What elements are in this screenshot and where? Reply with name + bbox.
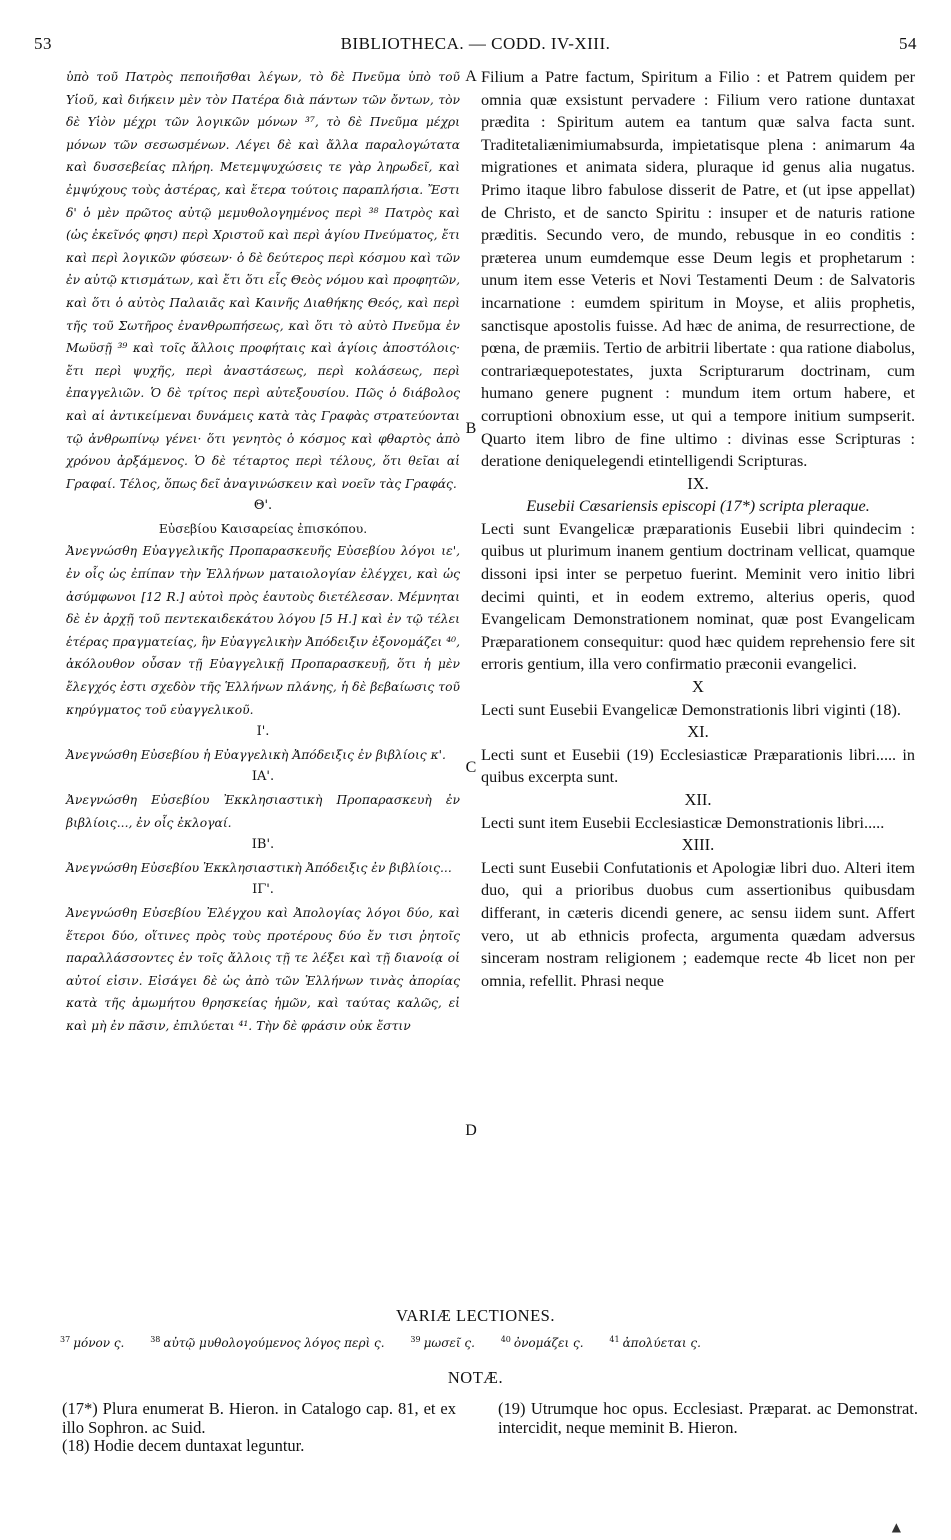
variant-reading: [150, 1335, 384, 1350]
greek-paragraph-9: Ἀνεγνώσθη Εὐαγγελικῆς Προπαρασκευῆς Εὐσεβίου λόγοι ιε', ἐν οἷς ὡς ἐπίπαν τὴν Ἑλλήνων ματαιολογίαν ἐλέγχει, καὶ ὡς ἀσύμφωνοι [12 R.] αὐτοὶ πρὸς ἑαυτοὺς διετέλεσαν. Μέμνηται δὲ ἐν ἀρχῇ τοῦ πεντεκαιδεκάτου λόγου [5 H.] καὶ ἐν τῷ τέλει ἑτέρας πραγματείας, ἣν Εὐαγγελικὴν Ἀπόδειξιν ἐξονομάζει ⁴⁰, ἀκόλουθον οὖσαν τῇ Εὐαγγελικῇ Προπαρασκευῇ, ὅτι ἡ μὲν ἔλεγχός ἐστι σχεδὸν τῆς Ἑλλήνων πλάνης, ἡ δὲ βεβαίωσις τοῦ κηρύγματος τοῦ εὐαγγελικοῦ.: [66, 544, 460, 717]
margin-letter-d: D: [465, 1122, 477, 1139]
latin-paragraph-13: Lecti sunt Eusebii Confutationis et Apologiæ libri duo. Alteri item duo, qui a prioribus duobus cum assertionibus quibusdam differant, in cæteris dicendi genere, ac sensu iidem sunt. Affert vero, ut ab ethnicis profecta, argumenta quædam adversus sinceram nostram religionem ; eademque recte 4b licet non per omnia, refellit. Phrasi neque: [481, 858, 915, 990]
greek-section-number: ΙΓ'.: [252, 882, 274, 898]
notae-heading: NOTÆ.: [447, 1368, 504, 1387]
latin-paragraph-9: Lecti sunt Evangelicæ præparationis Eusebii libri quindecim : quibus ut plurimum inanem gentium doctrinam vellicat, quamque dissoni ipsi inter se perpetuo fuerint. Meminit vero initio libri decimi quinti, et in eodem extremo, alterius operis, quod Evangelicam Demonstrationem nominat, quæ post Evangelicam Præparationem consequitur: quod hæc quidem reprehensio fere sit erroris gentium, illa vero confirmatio præconii evangelici.: [481, 519, 915, 674]
greek-section-subtitle: Εὐσεβίου Καισαρείας ἐπισκόπου.: [158, 521, 368, 536]
margin-letter-b: B: [465, 420, 477, 437]
latin-paragraph-10: Lecti sunt Eusebii Evangelicæ Demonstrationis libri viginti (18).: [481, 700, 901, 719]
variant-text: αὐτῷ μυθολογούμενος λόγος περὶ ς.: [163, 1336, 385, 1350]
latin-section-subtitle: Eusebii Cæsariensis episcopi (17*) scripta pleraque.: [526, 497, 870, 516]
variant-text: ὀνομάζει ς.: [513, 1336, 584, 1350]
greek-paragraph-12: Ἀνεγνώσθη Εὐσεβίου Ἐκκλησιαστικὴ Ἀπόδειξις ἐν βιβλίοις...: [66, 860, 452, 875]
variant-reading: [609, 1335, 701, 1350]
variant-number: 39: [410, 1335, 421, 1344]
latin-section-number: IX.: [687, 473, 709, 493]
latin-section-number: XII.: [684, 790, 712, 809]
variant-reading: [501, 1335, 584, 1350]
greek-section-number: Ι'.: [256, 724, 270, 740]
greek-paragraph-8-end: ὑπὸ τοῦ Πατρὸς πεποιῆσθαι λέγων, τὸ δὲ Πνεῦμα ὑπὸ τοῦ Υἱοῦ, καὶ διήκειν μὲν τὸν Πατέρα διὰ πάντων τῶν ὄντων, τὸν δὲ Υἱὸν μέχρι τῶν λογικῶν μόνων ³⁷, τὸ δὲ Πνεῦμα μέχρι μόνων τῶν σεσωσμένων. Λέγει δὲ καὶ ἄλλα παραλογώτατα καὶ δυσσεβείας πλήρη. Μετεμψυχώσεις τε γὰρ ληρωδεῖ, καὶ ἐμψύχους τοὺς ἀστέρας, καὶ ἕτερα τούτοις παραπλήσια. Ἔστι δ' ὁ μὲν πρῶτος αὐτῷ μεμυθολογημένος περὶ ³⁸ Πατρὸς καὶ (ὡς ἐκεῖνός φησι) περὶ Χριστοῦ καὶ περὶ ἁγίου Πνεύματος, ἔτι καὶ περὶ λογικῶν φύσεων· ὁ δὲ δεύτερος περὶ κόσμου καὶ τῶν ἐν αὐτῷ κτισμάτων, καὶ ἔτι ὅτι εἷς Θεὸς νόμου καὶ προφητῶν, καὶ ὅτι ὁ αὐτὸς Παλαιᾶς καὶ Καινῆς Διαθήκης Θεός, καὶ περὶ τῆς τοῦ Σωτῆρος ἐνανθρωπήσεως, καὶ ὅτι τὸ αὐτὸ Πνεῦμα ἐν Μωϋσῇ ³⁹ καὶ τοῖς ἄλλοις προφήταις καὶ ἁγίοις ἀποστόλοις· ἔτι περὶ ψυχῆς, περὶ ἀναστάσεως, περὶ κολάσεως, περὶ ἐπαγγελιῶν. Ὁ δὲ τρίτος περὶ αὐτεξουσίου. Πῶς ὁ διάβολος καὶ αἱ ἀντικείμεναι δυνάμεις κατὰ τὰς Γραφὰς στρατεύονται τῷ ἀνθρωπίνῳ γένει· ὅτι γενητὸς ὁ κόσμος καὶ φθαρτὸς ἀπὸ χρόνου ἀρξάμενος. Ὁ δὲ τέταρτος περὶ τέλους, ὅτι θεῖαι αἱ Γραφαί. Τέλος, ὅπως δεῖ ἀναγινώσκειν καὶ νοεῖν τὰς Γραφάς.: [66, 70, 460, 491]
variant-text: μωσεῖ ς.: [423, 1336, 475, 1350]
page-number-left: 53: [34, 34, 52, 53]
margin-letter-c: C: [465, 759, 477, 776]
variant-number: 41: [609, 1335, 620, 1344]
latin-paragraph-8-end: Filium a Patre factum, Spiritum a Filio : et Patrem quidem per omnia quæ exsistunt pervadere : Filium vero ratione duntaxat prædita : Spiritum autem ea tantum quæ salva facta sunt. Traditetaliænimiumabsurda, impietatisque plena : animarum 4a migrationes et animata sidera, pluraque id genus alia nugatus. Primo itaque libro fabulose disserit de Patre, et (ut ipse appellat) de Christo, et de sancto Spiritu : insuper et de naturis ratione præditis. Secundo vero, de mundo, rebusque in eo conditis : præterea unum eumdemque esse Deum legis et prophetarum : unum item esse Veteris et Novi Testamenti Deum : de Salvatoris incarnatione : eumdem spiritum in Moyse, et aliis prophetis, sanctisque apostolis fuisse. Ad hæc de anima, de resurrectione, de pœna, de præmiis. Tertio de arbitrii libertate : qua ratione diabolus, contrariæquepotestates, juxta Scripturarum doctrinam, cum humano genere pugnent : mundum item ortum habere, et corruptioni obnoxium esse, ut qui a tempore initium sumpserit. Quarto item libro de fine ultimo : divinas esse Scripturas : deratione deniquelegendi etintelligendi Scripturas.: [481, 68, 915, 471]
greek-section-number: ΙΑ'.: [251, 769, 275, 785]
latin-column: [481, 66, 915, 992]
footnote: (17*) Plura enumerat B. Hieron. in Catalogo cap. 81, et ex illo Sophron. ac Suid.: [62, 1399, 456, 1437]
variant-reading: [60, 1335, 124, 1350]
notes-left-column: [62, 1400, 456, 1456]
notes-right-column: [498, 1400, 918, 1437]
running-title: BIBLIOTHECA. — CODD. IV-XIII.: [340, 34, 611, 53]
variae-lectiones-list: [60, 1335, 911, 1350]
variant-number: 38: [150, 1335, 161, 1344]
latin-paragraph-12: Lecti sunt item Eusebii Ecclesiasticæ Demonstrationis libri.....: [481, 813, 885, 832]
footnote: (18) Hodie decem duntaxat leguntur.: [62, 1436, 305, 1455]
page-number-right: 54: [899, 34, 917, 53]
variant-text: μόνον ς.: [73, 1336, 125, 1350]
greek-section-number: ΙΒ'.: [251, 837, 275, 853]
latin-section-number: X: [692, 677, 704, 697]
variant-number: 40: [500, 1335, 511, 1344]
margin-letter-a: A: [465, 68, 477, 85]
variae-lectiones-heading: VARIÆ LECTIONES.: [396, 1306, 555, 1325]
variant-text: ἀπολύεται ς.: [622, 1336, 701, 1350]
variant-number: 37: [60, 1335, 71, 1344]
footnote: (19) Utrumque hoc opus. Ecclesiast. Præparat. ac Demonstrat. intercidit, neque meminit B. Hieron.: [498, 1399, 918, 1437]
scan-mark: ▲: [891, 1520, 901, 1534]
greek-paragraph-11: Ἀνεγνώσθη Εὐσεβίου Ἐκκλησιαστικὴ Προπαρασκευὴ ἐν βιβλίοις..., ἐν οἷς ἐκλογαί.: [66, 793, 460, 830]
latin-section-number: XIII.: [681, 835, 715, 855]
running-header: [34, 34, 917, 58]
greek-paragraph-10: Ἀνεγνώσθη Εὐσεβίου ἡ Εὐαγγελικὴ Ἀπόδειξις ἐν βιβλίοις κ'.: [66, 747, 446, 762]
greek-section-number: Θ'.: [253, 498, 273, 514]
greek-column: [66, 66, 460, 1038]
greek-paragraph-13: Ἀνεγνώσθη Εὐσεβίου Ἐλέγχου καὶ Ἀπολογίας λόγοι δύο, καὶ ἕτεροι δύο, οἵτινες πρὸς τοὺς προτέρους δύο ἔν τισι ῥητοῖς παραλλάσσοντες ἐν τοῖς ἄλλοις τῇ τε λέξει καὶ τῇ διανοίᾳ οἱ αὐτοί εἰσιν. Εἰσάγει δὲ ὡς ἀπὸ τῶν Ἑλλήνων τινὰς ἀπορίας κατὰ τῆς ἀμωμήτου θρησκείας ἡμῶν, καὶ ταύτας καλῶς, εἰ καὶ μὴ ἐν πᾶσιν, ἐπιλύεται ⁴¹. Τὴν δὲ φράσιν οὐκ ἔστιν: [66, 905, 460, 1033]
latin-paragraph-11: Lecti sunt et Eusebii (19) Ecclesiasticæ Præparationis libri..... in quibus excerpta sunt.: [481, 745, 915, 787]
variant-reading: [410, 1335, 474, 1350]
latin-section-number: XI.: [687, 722, 709, 742]
